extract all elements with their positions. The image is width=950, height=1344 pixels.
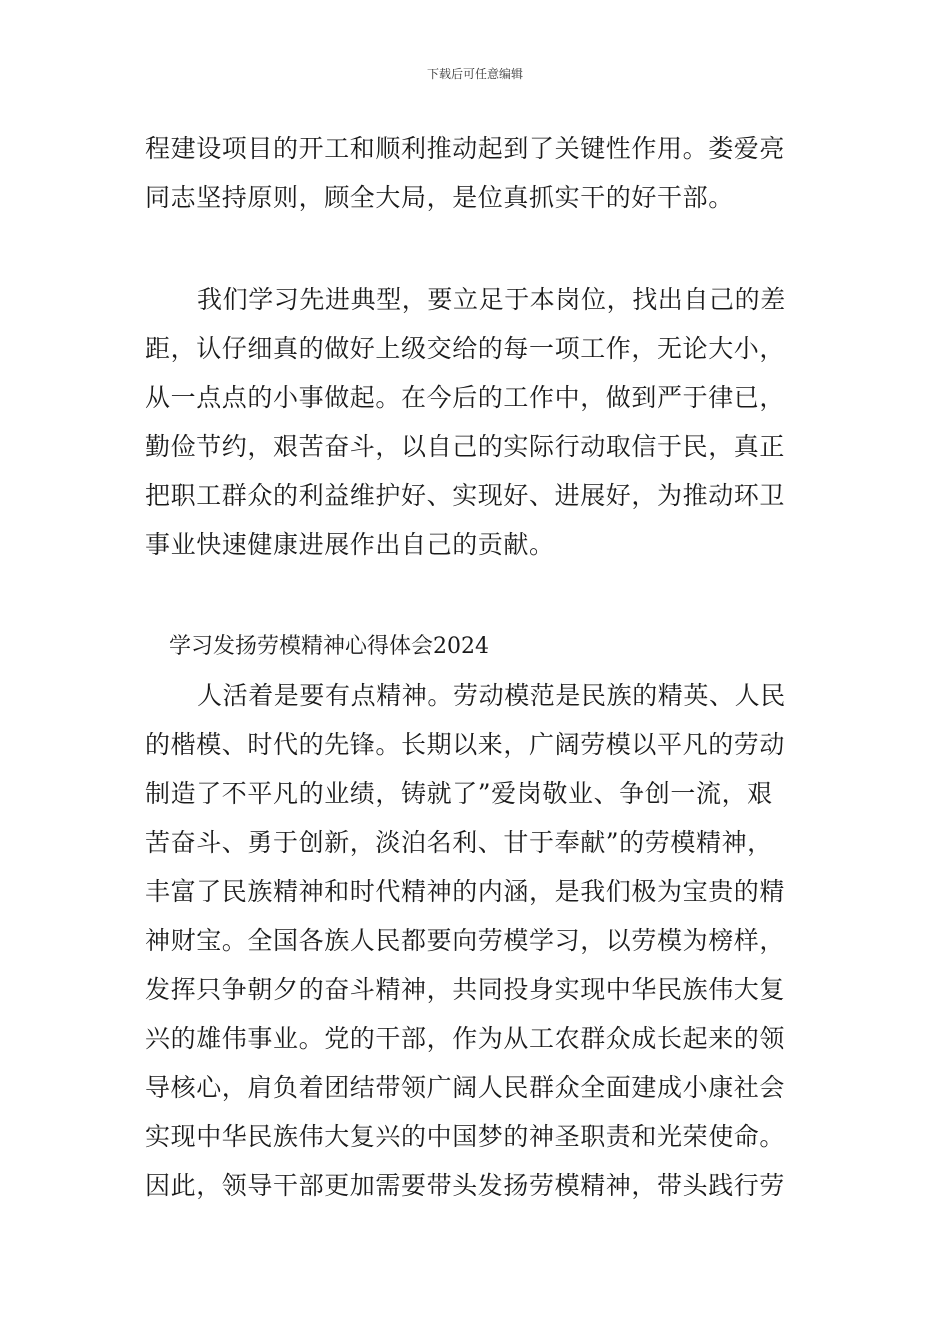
paragraph-line: 从一点点的小事做起。在今后的工作中，做到严于律已，: [145, 383, 786, 412]
paragraph-line: 实现中华民族伟大复兴的中国梦的神圣职责和光荣使命。: [145, 1122, 786, 1151]
paragraph-line: 同志坚持原则，顾全大局，是位真抓实干的好干部。: [145, 183, 734, 212]
paragraph-1: [145, 124, 815, 222]
paragraph-line: 的楷模、时代的先锋。长期以来，广阔劳模以平凡的劳动: [145, 730, 786, 759]
paragraph-line: 把职工群众的利益维护好、实现好、进展好，为推动环卫: [145, 481, 786, 510]
paragraph-line: 苦奋斗、勇于创新，淡泊名利、甘于奉献”的劳模精神，: [145, 828, 773, 857]
paragraph-line: 我们学习先进典型，要立足于本岗位，找出自己的差: [197, 285, 786, 314]
paragraph-line: 导核心，肩负着团结带领广阔人民群众全面建成小康社会: [145, 1073, 786, 1102]
paragraph-line: 程建设项目的开工和顺利推动起到了关键性作用。娄爱亮: [145, 134, 786, 163]
paragraph-line: 制造了不平凡的业绩，铸就了”爱岗敬业、争创一流，艰: [145, 779, 773, 808]
section-block: [145, 622, 815, 1210]
paragraph-line: 勤俭节约，艰苦奋斗，以自己的实际行动取信于民，真正: [145, 432, 786, 461]
paragraph-line: 因此，领导干部更加需要带头发扬劳模精神，带头践行劳: [145, 1171, 786, 1200]
paragraph-line: 发挥只争朝夕的奋斗精神，共同投身实现中华民族伟大复: [145, 975, 786, 1004]
page-header: 下载后可任意编辑: [426, 67, 523, 81]
paragraph-line: 人活着是要有点精神。劳动模范是民族的精英、人民: [197, 681, 786, 710]
section-title: 学习发扬劳模精神心得体会2024: [169, 634, 489, 659]
paragraph-line: 事业快速健康进展作出自己的贡献。: [145, 530, 555, 559]
paragraph-2: [145, 275, 815, 569]
paragraph-line: 神财宝。全国各族人民都要向劳模学习，以劳模为榜样，: [145, 926, 786, 955]
paragraph-line: 兴的雄伟事业。党的干部，作为从工农群众成长起来的领: [145, 1024, 786, 1053]
paragraph-line: 距，认仔细真的做好上级交给的每一项工作，无论大小，: [145, 334, 786, 363]
paragraph-line: 丰富了民族精神和时代精神的内涵，是我们极为宝贵的精: [145, 877, 786, 906]
